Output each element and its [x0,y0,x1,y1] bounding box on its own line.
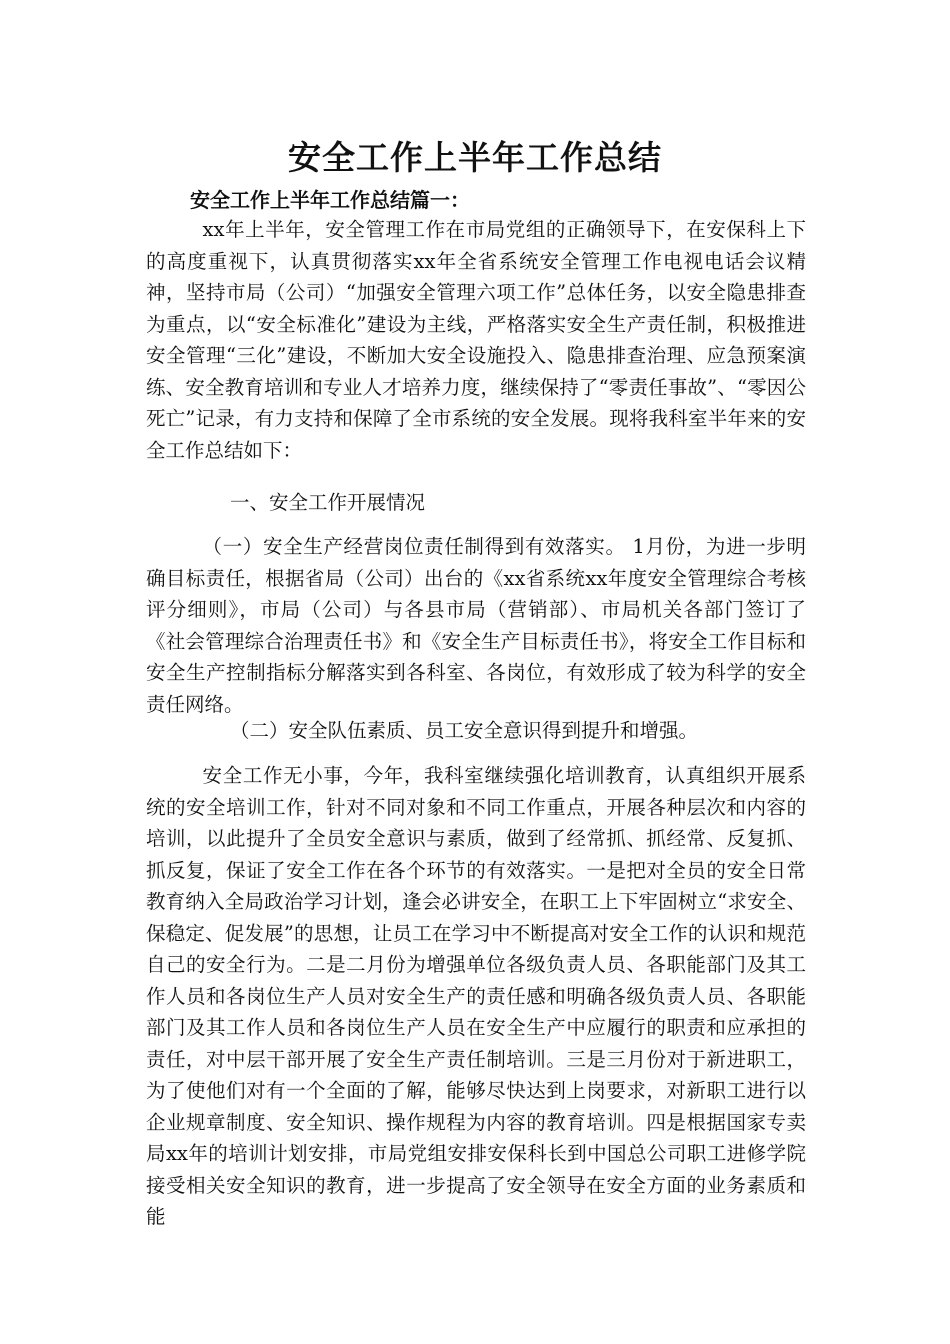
document-title: 安全工作上半年工作总结 [288,138,662,177]
document-subtitle: 安全工作上半年工作总结篇一： [190,188,470,212]
section-heading-2: （二）安全队伍素质、员工安全意识得到提升和增强。 [230,719,699,742]
section-heading-1: 一、安全工作开展情况 [230,491,426,514]
paragraph-responsibility: （一）安全生产经营岗位责任制得到有效落实。 1月份，为进一步明确目标责任，根据省局（公司）出台的《xx省系统xx年度安全管理综合考核评分细则》，市局（公司）与各县市局（营销部）、市局机关各部门签订了《社会管理综合治理责任书》和《安全生产目标责任书》，将安全工作目标和安全生产控制指标分解落实到各科室、各岗位，有效形成了较为科学的安全责任网络。 [146,535,806,716]
paragraph-training: 安全工作无小事，今年，我科室继续强化培训教育，认真组织开展系统的安全培训工作，针对不同对象和不同工作重点，开展各种层次和内容的培训，以此提升了全员安全意识与素质，做到了经常抓、抓经常、反复抓、抓反复，保证了安全工作在各个环节的有效落实。一是把对全员的安全日常教育纳入全局政治学习计划，逢会必讲安全，在职工上下牢固树立“求安全、保稳定、促发展”的思想，让员工在学习中不断提高对安全工作的认识和规范自己的安全行为。二是二月份为增强单位各级负责人员、各职能部门及其工作人员和各岗位生产人员对安全生产的责任感和明确各级负责人员、各职能部门及其工作人员和各岗位生产人员在安全生产中应履行的职责和应承担的责任，对中层干部开展了安全生产责任制培训。三是三月份对于新进职工，为了使他们对有一个全面的了解，能够尽快达到上岗要求，对新职工进行以企业规章制度、安全知识、操作规程为内容的教育培训。四是根据国家专卖局xx年的培训计划安排，市局党组安排安保科长到中国总公司职工进修学院接受相关安全知识的教育，进一步提高了安全领导在安全方面的业务素质和能 [146,764,806,1228]
paragraph-intro: xx年上半年，安全管理工作在市局党组的正确领导下，在安保科上下的高度重视下，认真贯彻落实xx年全省系统安全管理工作电视电话会议精神，坚持市局（公司）“加强安全管理六项工作”总体任务，以安全隐患排查为重点，以“安全标准化”建设为主线，严格落实安全生产责任制，积极推进安全管理“三化”建设，不断加大安全设施投入、隐患排查治理、应急预案演练、安全教育培训和专业人才培养力度，继续保持了“零责任事故”、“零因公死亡”记录，有力支持和保障了全市系统的安全发展。现将我科室半年来的安全工作总结如下： [146,218,806,462]
